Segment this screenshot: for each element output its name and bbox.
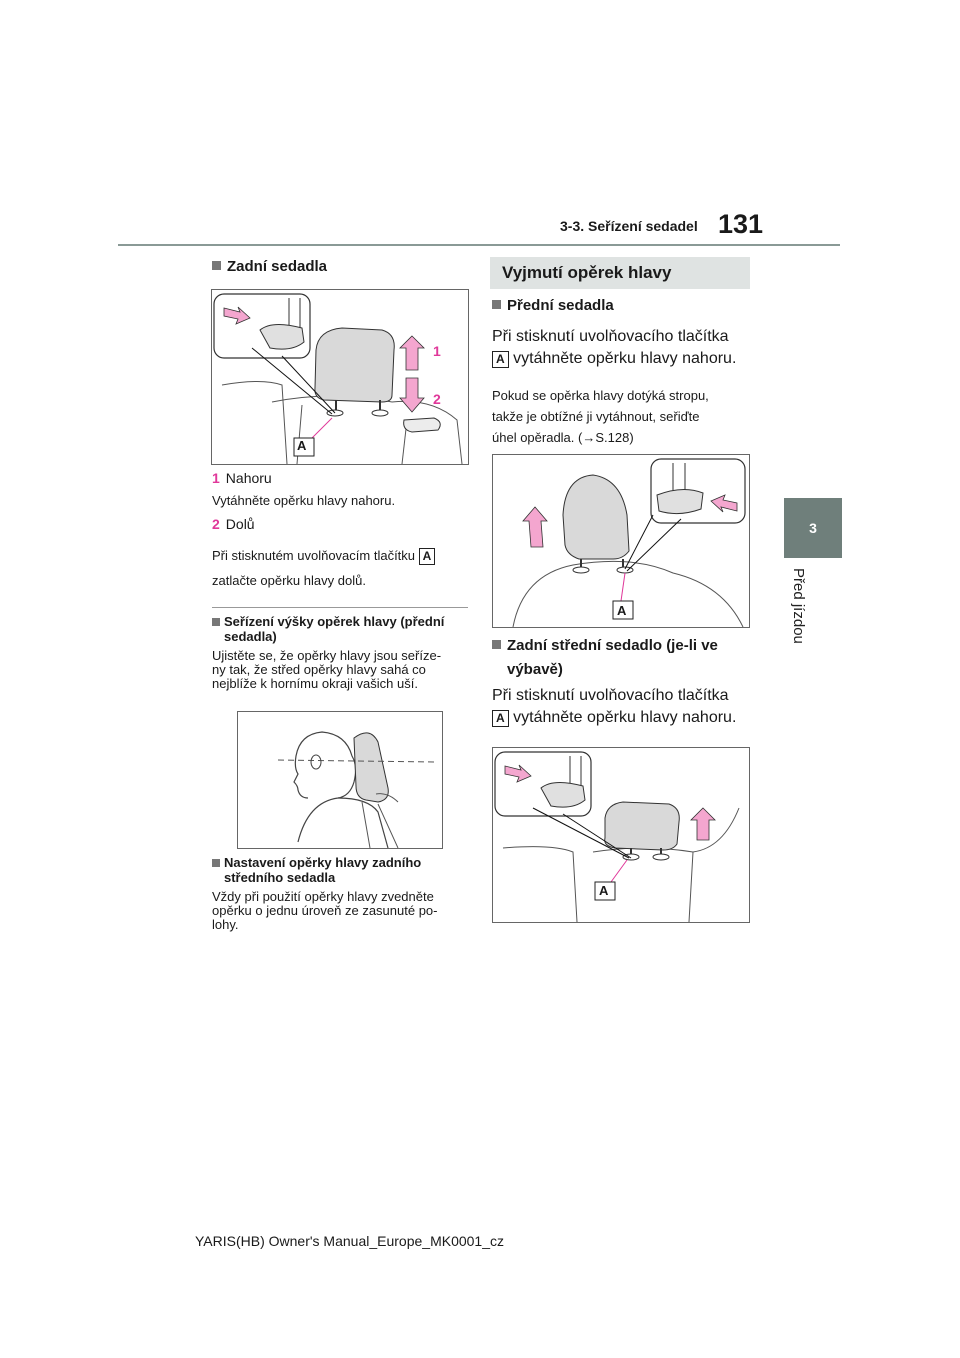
chapter-tab [784, 498, 842, 558]
header-rule [118, 244, 840, 246]
label-a-box: A [492, 351, 509, 368]
rear-headrest-illustration [211, 289, 469, 465]
fig3-label-a: A [599, 883, 609, 898]
rear-center-heading: Zadní střední sedadlo (je-li ve výbavě) [492, 634, 718, 682]
rear-center-instruction: Při stisknutí uvolňovacího tlačítka A vytáhněte opěrku hlavy nahoru. [492, 687, 737, 726]
removal-section-title: Vyjmutí opěrek hlavy [502, 263, 672, 282]
footer-text: YARIS(HB) Owner's Manual_Europe_MK0001_cz [195, 1233, 504, 1249]
step1-title: 1 Nahoru [212, 470, 272, 486]
removal-section-band [490, 257, 750, 289]
note1-text: Ujistěte se, že opěrky hlavy jsou seříze- ny tak, že střed opěrky hlavy sahá co nejblíže k hornímu okraji vašich uší. [212, 648, 442, 691]
section-header: 3-3. Seřízení sedadel [560, 218, 698, 234]
fig2-label-a: A [617, 603, 627, 618]
label-a-box: A [492, 710, 509, 727]
fig1-label-a: A [297, 438, 307, 453]
front-instruction: Při stisknutí uvolňovacího tlačítka A vytáhněte opěrku hlavy nahoru. [492, 328, 737, 367]
fig1-num-2: 2 [433, 391, 441, 407]
rear-center-headrest-illustration [492, 747, 750, 923]
step1-text: Vytáhněte opěrku hlavy nahoru. [212, 493, 396, 508]
square-bullet-icon [492, 300, 501, 309]
chapter-number: 3 [809, 520, 817, 536]
square-bullet-icon [212, 618, 220, 626]
square-bullet-icon [212, 261, 221, 270]
step2-text: Při stisknutém uvolňovacím tlačítku A [212, 548, 435, 565]
square-bullet-icon [212, 859, 220, 867]
note2-title: Nastavení opěrky hlavy zadního středního sedadla [212, 855, 421, 885]
label-a-box: A [419, 548, 436, 565]
rear-seats-heading: Zadní sedadla [212, 258, 327, 275]
head-position-illustration [237, 711, 443, 849]
chapter-title: Před jízdou [790, 568, 807, 644]
step2-text-cont: zatlačte opěrku hlavy dolů. [212, 573, 366, 588]
note1-title: Seřízení výšky opěrek hlavy (přední sedadla) [212, 614, 444, 644]
page-number: 131 [718, 209, 764, 239]
square-bullet-icon [492, 640, 501, 649]
front-headrest-illustration [492, 454, 750, 628]
front-seats-heading: Přední sedadla [492, 297, 614, 314]
fig1-num-1: 1 [433, 343, 441, 359]
step2-title: 2 Dolů [212, 516, 255, 532]
front-note: Pokud se opěrka hlavy dotýká stropu, takže je obtížné ji vytáhnout, seřiďte úhel opěradla. (→S.128) [492, 388, 709, 445]
note2-text: Vždy při použití opěrky hlavy zvedněte opěrku o jednu úroveň ze zasunuté po- lohy. [212, 889, 438, 932]
notes-divider [212, 607, 468, 608]
